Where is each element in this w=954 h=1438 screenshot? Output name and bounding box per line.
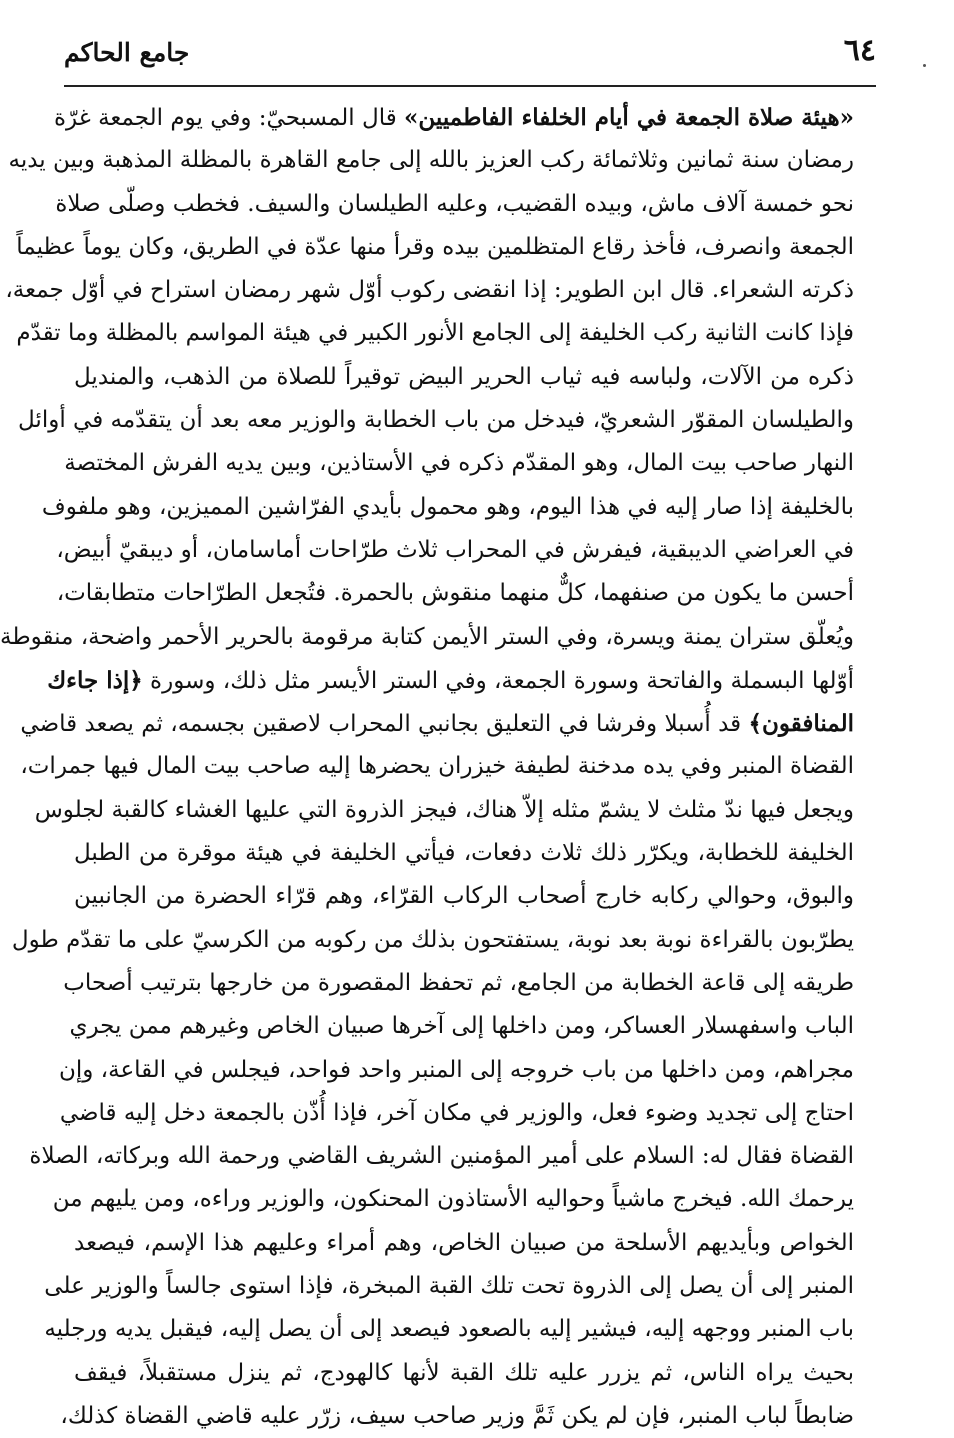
bold-quote: ﴿إذا جاءك bbox=[47, 666, 143, 694]
line-text: ضابطاً لباب المنبر، فإن لم يكن ثَمَّ وزير صاحب سيف، زرّر عليه قاضي القضاة كذلك، bbox=[60, 1402, 854, 1429]
line-text: بالخليفة إذا صار إليه في هذا اليوم، وهو محمول بأيدي الفرّاشين المميزين، وهو ملفوف bbox=[41, 493, 854, 520]
text-line bbox=[52, 1178, 854, 1221]
line-text: ذكرته الشعراء. قال ابن الطوير: إذا انقضى ركوب أوّل شهر رمضان استراح في أوّل جمعة، bbox=[5, 277, 854, 304]
running-title: جامع الحاكم bbox=[64, 38, 190, 67]
line-text: نحو خمسة آلاف ماش، وبيده القضيب، وعليه الطيلسان والسيف. فخطب وصلّى صلاة bbox=[55, 190, 854, 217]
text-line bbox=[29, 1135, 854, 1178]
line-text: قد أُسبلا وفرشا في التعليق بجانبي المحراب لاصقين بجسمه، ثم يصعد قاضي bbox=[20, 711, 749, 738]
text-line bbox=[74, 1222, 854, 1265]
line-text: يطرّبون بالقراءة نوبة بعد نوبة، يستفتحون بذلك من ركوبه من الكرسيّ على ما تقدّم طول bbox=[11, 926, 854, 953]
line-text: المنبر إلى أن يصل إلى الذروة تحت تلك القبة المبخرة، فإذا استوى جالساً والوزير على bbox=[44, 1273, 854, 1300]
text-line bbox=[63, 962, 854, 1005]
line-text: في العراضي الديبقية، فيفرش في المحراب ثلاث طرّاحات أماسامان، أو ديبقيّ أبيض، bbox=[56, 536, 854, 563]
text-line bbox=[5, 269, 854, 312]
line-text: قال المسبحيّ: وفي يوم الجمعة غرّة bbox=[54, 105, 405, 131]
line-text: النهار صاحب بيت المال، وهو المقدّم ذكره في الأستاذين، وبين يديه الفرش المختصة bbox=[64, 450, 854, 477]
text-line bbox=[44, 1308, 854, 1351]
line-text: فإذا كانت الثانية ركب الخليفة إلى الجامع الأنور الكبير في هيئة المواسم بالمظلة وما تقدّم bbox=[16, 320, 854, 347]
line-text: ويُعلّق ستران يمنة ويسرة، وفي الستر الأيمن كتابة مرقومة بالحرير الأحمر واضحة، منقوطة bbox=[0, 623, 854, 650]
line-text: ذكره من الآلات، ولباسه فيه ثياب الحرير البيض توقيراً للصلاة من الذهب، والمنديل bbox=[74, 363, 854, 390]
text-line bbox=[16, 226, 854, 269]
text-line bbox=[56, 572, 854, 615]
text-line bbox=[74, 875, 854, 918]
text-line bbox=[44, 1265, 854, 1308]
text-line bbox=[54, 96, 854, 139]
text-line bbox=[16, 312, 854, 355]
body-text bbox=[0, 96, 854, 1438]
bold-heading: المنافقون﴾ bbox=[748, 710, 854, 738]
text-line bbox=[34, 789, 854, 832]
text-line bbox=[20, 702, 854, 745]
line-text: يرحمك الله. فيخرج ماشياً وحواليه الأستاذون المحنكون، والوزير وراءه، ومن يليهم من bbox=[52, 1186, 854, 1213]
line-text: أحسن ما يكون من صنفهما، كلٌّ منهما منقوش بالحمرة. فتُجعل الطرّاحات متطابقات، bbox=[56, 580, 854, 607]
bold-heading: «هيئة صلاة الجمعة في أيام الخلفاء الفاطميين» bbox=[404, 104, 854, 131]
line-text: الخواص وبأيديهم الأسلحة من صبيان الخاص، وهم أمراء وعليهم هذا الإسم، فيصعد bbox=[74, 1229, 854, 1256]
text-line bbox=[56, 529, 854, 572]
text-line bbox=[20, 745, 854, 788]
line-text: طريقه إلى قاعة الخطابة من الجامع، ثم تحفظ المقصورة من خارجها بترتيب أصحاب bbox=[63, 969, 854, 996]
text-line bbox=[74, 832, 854, 875]
text-line bbox=[74, 1352, 854, 1395]
line-text: باب المنبر ووجهه إليه، فيشير إليه بالصعود فيصعد إلى أن يصل إليه، فيقبل يديه ورجليه bbox=[44, 1316, 854, 1343]
text-line bbox=[47, 659, 854, 702]
header-rule bbox=[64, 85, 876, 87]
line-text: رمضان سنة ثمانين وثلاثمائة ركب العزيز بالله إلى جامع القاهرة بالمظلة المذهبة وبين يديه bbox=[8, 147, 854, 174]
text-line bbox=[60, 1395, 854, 1438]
line-text: الجمعة وانصرف، فأخذ رقاع المتظلمين بيده وقرأ منها عدّة في الطريق، وكان يوماً عظيماً bbox=[16, 233, 854, 260]
line-text: والطيلسان المقوّر الشعريّ، فيدخل من باب الخطابة والوزير معه بعد أن يتقدّمه في أوائل bbox=[18, 407, 854, 434]
line-text: ويجعل فيها ندّ مثلث لا يشمّ مثله إلاّ هناك، فيجز الذروة التي عليها الغشاء كالقبة لجلوس bbox=[34, 796, 854, 823]
page-number: ٦٤ bbox=[843, 33, 876, 68]
text-line bbox=[41, 486, 854, 529]
line-text: الخليفة للخطابة، ويكرّر ذلك ثلاث دفعات، فيأتي الخليفة في هيئة موقرة من الطبل bbox=[74, 840, 854, 867]
text-line bbox=[74, 356, 854, 399]
line-text: القضاة فقال له: السلام على أمير المؤمنين الشريف القاضي ورحمة الله وبركاته، الصلاة bbox=[29, 1143, 854, 1170]
text-line bbox=[0, 616, 854, 659]
text-line bbox=[8, 139, 854, 182]
page-header bbox=[64, 30, 876, 80]
line-text: مجراهم، ومن داخلها من باب خروجه إلى المنبر واحد فواحد، فيجلس في القاعة، وإن bbox=[58, 1056, 854, 1083]
line-text: بحيث يراه الناس، ثم يزرر عليه تلك القبة لأنها كالهودج، ثم ينزل مستقبلاً، فيقف bbox=[74, 1359, 854, 1386]
line-text: أوّلها البسملة والفاتحة وسورة الجمعة، وفي الستر الأيسر مثل ذلك، وسورة bbox=[142, 667, 854, 694]
scan-speck bbox=[923, 64, 926, 67]
line-text: الباب واسفهسلار العساكر، ومن داخلها إلى آخرها صبيان الخاص وغيرهم ممن يجري bbox=[69, 1013, 854, 1040]
text-line bbox=[18, 399, 854, 442]
line-text: والبوق، وحوالي ركابه خارج أصحاب الركاب القرّاء، وهم قرّاء الحضرة من الجانبين bbox=[74, 883, 854, 910]
text-line bbox=[55, 183, 854, 226]
text-line bbox=[59, 1092, 854, 1135]
text-line bbox=[11, 919, 854, 962]
text-line bbox=[69, 1005, 854, 1048]
text-line bbox=[58, 1049, 854, 1092]
line-text: احتاج إلى تجديد وضوء فعل، والوزير في مكان آخر، فإذا أُذّن بالجمعة دخل إليه قاضي bbox=[59, 1099, 854, 1126]
text-line bbox=[64, 442, 854, 485]
line-text: القضاة المنبر وفي يده مدخنة لطيفة خيزران يحضرها إليه صاحب بيت المال فيها جمرات، bbox=[20, 753, 854, 780]
